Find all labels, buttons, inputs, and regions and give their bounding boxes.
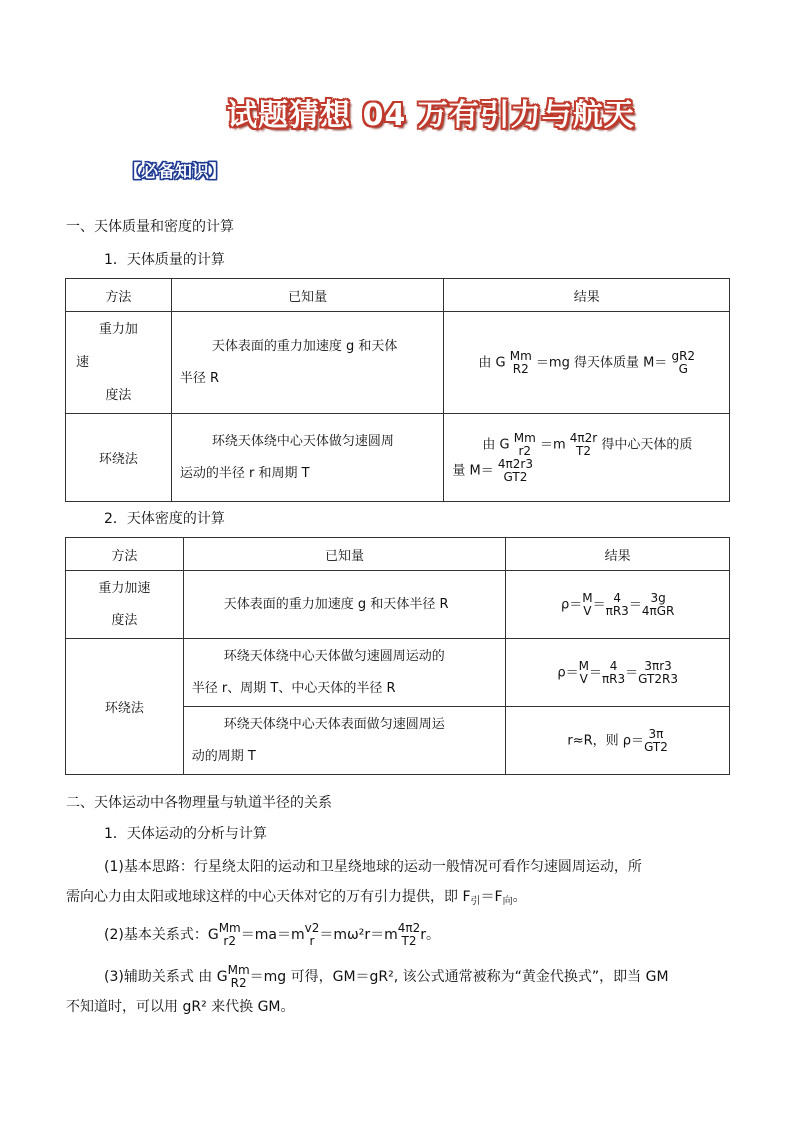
header-result: 结果 (444, 279, 730, 312)
fraction: 4π2r T2 (569, 430, 598, 458)
section1-sub2: 2．天体密度的计算 (104, 511, 225, 527)
fraction: 4 πR3 (605, 590, 629, 618)
section2-sub1: 1．天体运动的分析与计算 (104, 826, 267, 842)
table-row (66, 639, 730, 707)
fraction: v2 r (304, 921, 320, 948)
fraction: 4 πR3 (601, 658, 626, 686)
fraction: M V (578, 658, 589, 686)
known-cell: 环绕天体绕中心天体做匀速圆周运动的 半径 r、周期 T、中心天体的半径 R (183, 639, 506, 707)
fraction: Mm r2 (218, 921, 241, 948)
table-row (66, 571, 730, 639)
fraction: M V (582, 590, 593, 618)
fraction: 4π2 T2 (397, 921, 421, 948)
fraction: 3π GT2 (644, 726, 668, 754)
section1-heading: 一、天体质量和密度的计算 (66, 219, 234, 235)
result-cell: 由 G Mm R2 ＝mg 得天体质量 M＝ gR2 G (444, 312, 730, 414)
header-result: 结果 (506, 538, 730, 571)
header-known: 已知量 (171, 279, 444, 312)
mass-table (65, 278, 730, 502)
page-title: 试题猜想 04 万有引力与航天 (227, 98, 635, 133)
known-cell: 天体表面的重力加速度 g 和天体半径 R (183, 571, 506, 639)
result-cell: ρ＝ M V ＝ 4 πR3 ＝ 3g 4πGR (506, 571, 730, 639)
result-cell: r≈R，则 ρ＝ 3π GT2 (506, 707, 730, 775)
paragraph-basic-relation: (2)基本关系式：G Mm r2 ＝ma＝m v2 r ＝mω²r＝m 4π2 T2 r。 (104, 921, 440, 948)
section2-heading: 二、天体运动中各物理量与轨道半径的关系 (66, 795, 332, 811)
section-badge: 【必备知识】 (124, 162, 226, 182)
fraction: Mm R2 (509, 348, 532, 376)
header-method: 方法 (66, 538, 184, 571)
known-cell: 环绕天体绕中心天体表面做匀速圆周运 动的周期 T (183, 707, 506, 775)
fraction: gR2 G (671, 348, 696, 376)
density-table (65, 537, 730, 775)
known-cell: 环绕天体绕中心天体做匀速圆周 运动的半径 r 和周期 T (171, 414, 444, 502)
section1-sub1: 1．天体质量的计算 (104, 252, 225, 268)
fraction: 3g 4πGR (641, 590, 675, 618)
method-cell: 环绕法 (66, 639, 184, 775)
header-method: 方法 (66, 279, 172, 312)
fraction: 4π2r3 GT2 (497, 456, 533, 484)
paragraph-basic-idea: (1)基本思路：行星绕太阳的运动和卫星绕地球的运动一般情况可看作匀速圆周运动，所 需向心力由太阳或地球这样的中心天体对它的万有引力提供，即 $F_引=F_向$。 (66, 859, 642, 907)
known-cell: 天体表面的重力加速度 g 和天体 半径 R (171, 312, 444, 414)
method-cell: 环绕法 (66, 414, 172, 502)
fraction: Mm R2 (227, 963, 250, 990)
table-row (66, 414, 730, 502)
fraction: Mm r2 (513, 430, 536, 458)
result-cell: ρ＝ M V ＝ 4 πR3 ＝ 3πr3 GT2R3 (506, 639, 730, 707)
density-table-header (66, 538, 730, 571)
paragraph-auxiliary-relation: (3)辅助关系式 由 G Mm R2 ＝mg 可得，GM＝gR², 该公式通常被称为“黄金代换式”，即当 GM 不知道时，可以用 gR² 来代换 GM。 (66, 963, 669, 1015)
table-row (66, 312, 730, 414)
mass-table-header (66, 279, 730, 312)
method-cell: 重力加速 度法 (66, 571, 184, 639)
fraction: 3πr3 GT2R3 (638, 658, 678, 686)
header-known: 已知量 (183, 538, 506, 571)
result-cell: 由 G Mm r2 ＝m 4π2r T2 得中心天体的质 量 M＝ 4π2r3 GT2 (444, 414, 730, 502)
method-cell: 重力加 速 度法 (66, 312, 172, 414)
